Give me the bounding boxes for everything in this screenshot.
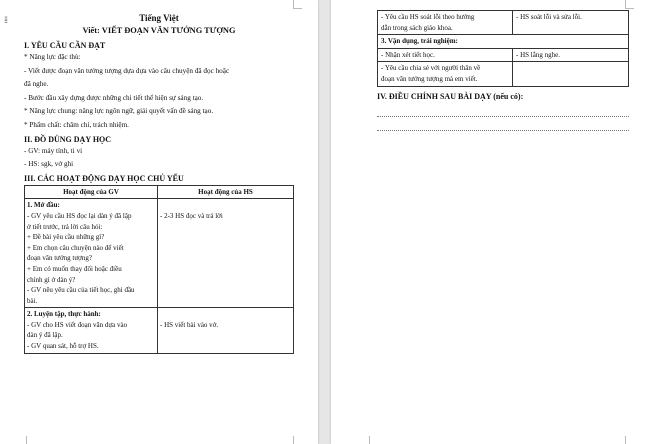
text-line: - Bước đầu xây dựng được những chi tiết thể hiện sự sáng tạo. <box>24 93 204 102</box>
table-header-row <box>25 185 294 199</box>
table-cell-gv[interactable] <box>25 199 158 308</box>
activities-table-continued <box>377 10 629 87</box>
table-cell-gv[interactable] <box>378 11 513 35</box>
table-row <box>378 35 629 49</box>
cell-line: chỉnh gì ở dàn ý? <box>27 275 76 284</box>
text-line: đã nghe. <box>24 80 49 89</box>
cell-line: - 2-3 HS đọc và trả lời <box>160 211 223 220</box>
text-line: - HS: sgk, vở ghi <box>24 160 74 169</box>
page-corner-marker <box>293 436 302 444</box>
cell-line: ở tiết trước, trả lời câu hỏi: <box>27 222 103 231</box>
table-cell-hs[interactable] <box>158 308 294 353</box>
dotted-fill-line[interactable] <box>377 119 629 131</box>
header-student-activity: Hoạt động của HS <box>158 185 294 199</box>
page-corner-marker <box>625 0 634 9</box>
document-title: Tiếng Việt <box>139 13 179 23</box>
drag-handle-icon[interactable]: ⁞⁞ <box>4 15 8 25</box>
page-corner-marker <box>293 0 302 9</box>
section-heading-adjustment: IV. ĐIỀU CHỈNH SAU BÀI DẠY (nếu có): <box>377 91 524 101</box>
table-cell-hs[interactable]: - HS lắng nghe. <box>513 48 629 62</box>
table-row <box>25 308 294 353</box>
table-cell-gv[interactable] <box>25 308 158 353</box>
cell-line: - Yêu cầu HS soát lỗi theo hướng <box>381 13 475 21</box>
table-cell-gv[interactable]: - Nhận xét tiết học. <box>378 48 513 62</box>
right-page-content <box>377 10 629 131</box>
cell-line: + Đề bài yêu cầu những gì? <box>27 233 105 242</box>
dotted-fill-line[interactable] <box>377 105 629 117</box>
section-heading-activities: III. CÁC HOẠT ĐỘNG DẠY HỌC CHỦ YẾU <box>24 173 184 183</box>
text-line: - Viết được đoạn văn tưởng tượng dựa dựa vào câu chuyện đã đọc hoặc <box>24 66 230 75</box>
cell-line: đoạn văn tưởng tượng mà em viết. <box>381 74 478 83</box>
left-page-content <box>24 12 294 354</box>
text-line: * Phẩm chất: chăm chỉ, trách nhiệm. <box>24 120 129 129</box>
lesson-title: Viết: VIẾT ĐOẠN VĂN TƯỞNG TƯỢNG <box>82 26 236 35</box>
text-line: - GV: máy tính, ti vi <box>24 146 83 155</box>
cell-line: + Em chọn câu chuyện nào để viết <box>27 243 124 252</box>
cell-line: đoạn văn tưởng tượng? <box>27 254 92 263</box>
cell-line: - GV nêu yêu cầu của tiết học, ghi đầu <box>27 286 135 295</box>
table-cell-hs[interactable] <box>513 11 629 35</box>
header-teacher-activity: Hoạt động của GV <box>25 185 158 199</box>
table-row <box>378 62 629 86</box>
page-corner-marker <box>625 436 634 444</box>
table-cell-hs[interactable] <box>513 62 629 86</box>
page-corner-marker <box>18 436 27 444</box>
cell-line: - GV cho HS viết đoạn văn dựa vào <box>27 320 128 329</box>
cell-line: bài. <box>27 296 38 305</box>
right-page <box>331 0 650 444</box>
activities-table <box>24 185 294 354</box>
cell-line: - HS soát lỗi và sửa lỗi. <box>516 13 582 21</box>
cell-line: - GV yêu cầu HS đọc lại dàn ý đã lập <box>27 211 132 220</box>
cell-line: dàn ý đã lập. <box>27 331 63 340</box>
table-row <box>25 199 294 308</box>
table-row <box>378 48 629 62</box>
section-heading-requirements: I. YÊU CẦU CẦN ĐẠT <box>24 41 106 50</box>
section-heading-materials: II. ĐỒ DÙNG DẠY HỌC <box>24 134 112 144</box>
subsection-title: 2. Luyện tập, thực hành: <box>27 310 101 319</box>
subsection-title: 1. Mở đầu: <box>27 201 60 210</box>
table-cell-gv[interactable] <box>378 62 513 86</box>
table-row <box>378 11 629 35</box>
subsection-title[interactable]: 3. Vận dụng, trải nghiệm: <box>378 35 629 49</box>
table-cell-hs[interactable] <box>158 199 294 308</box>
page-corner-marker <box>361 436 370 444</box>
cell-line: - Yêu cầu chia sẻ với người thân về <box>381 64 481 73</box>
cell-line: + Em có muốn thay đổi hoặc điều <box>27 264 122 273</box>
cell-line: dẫn trong sách giáo khoa. <box>381 23 453 32</box>
cell-line: - GV quan sát, hỗ trợ HS. <box>27 342 99 351</box>
left-page <box>0 0 318 444</box>
text-line: * Năng lực đặc thù: <box>24 53 81 61</box>
cell-line: - HS viết bài vào vở. <box>160 320 219 329</box>
text-line: * Năng lực chung: năng lực ngôn ngữ, giải quyết vấn đề sáng tạo. <box>24 107 214 116</box>
